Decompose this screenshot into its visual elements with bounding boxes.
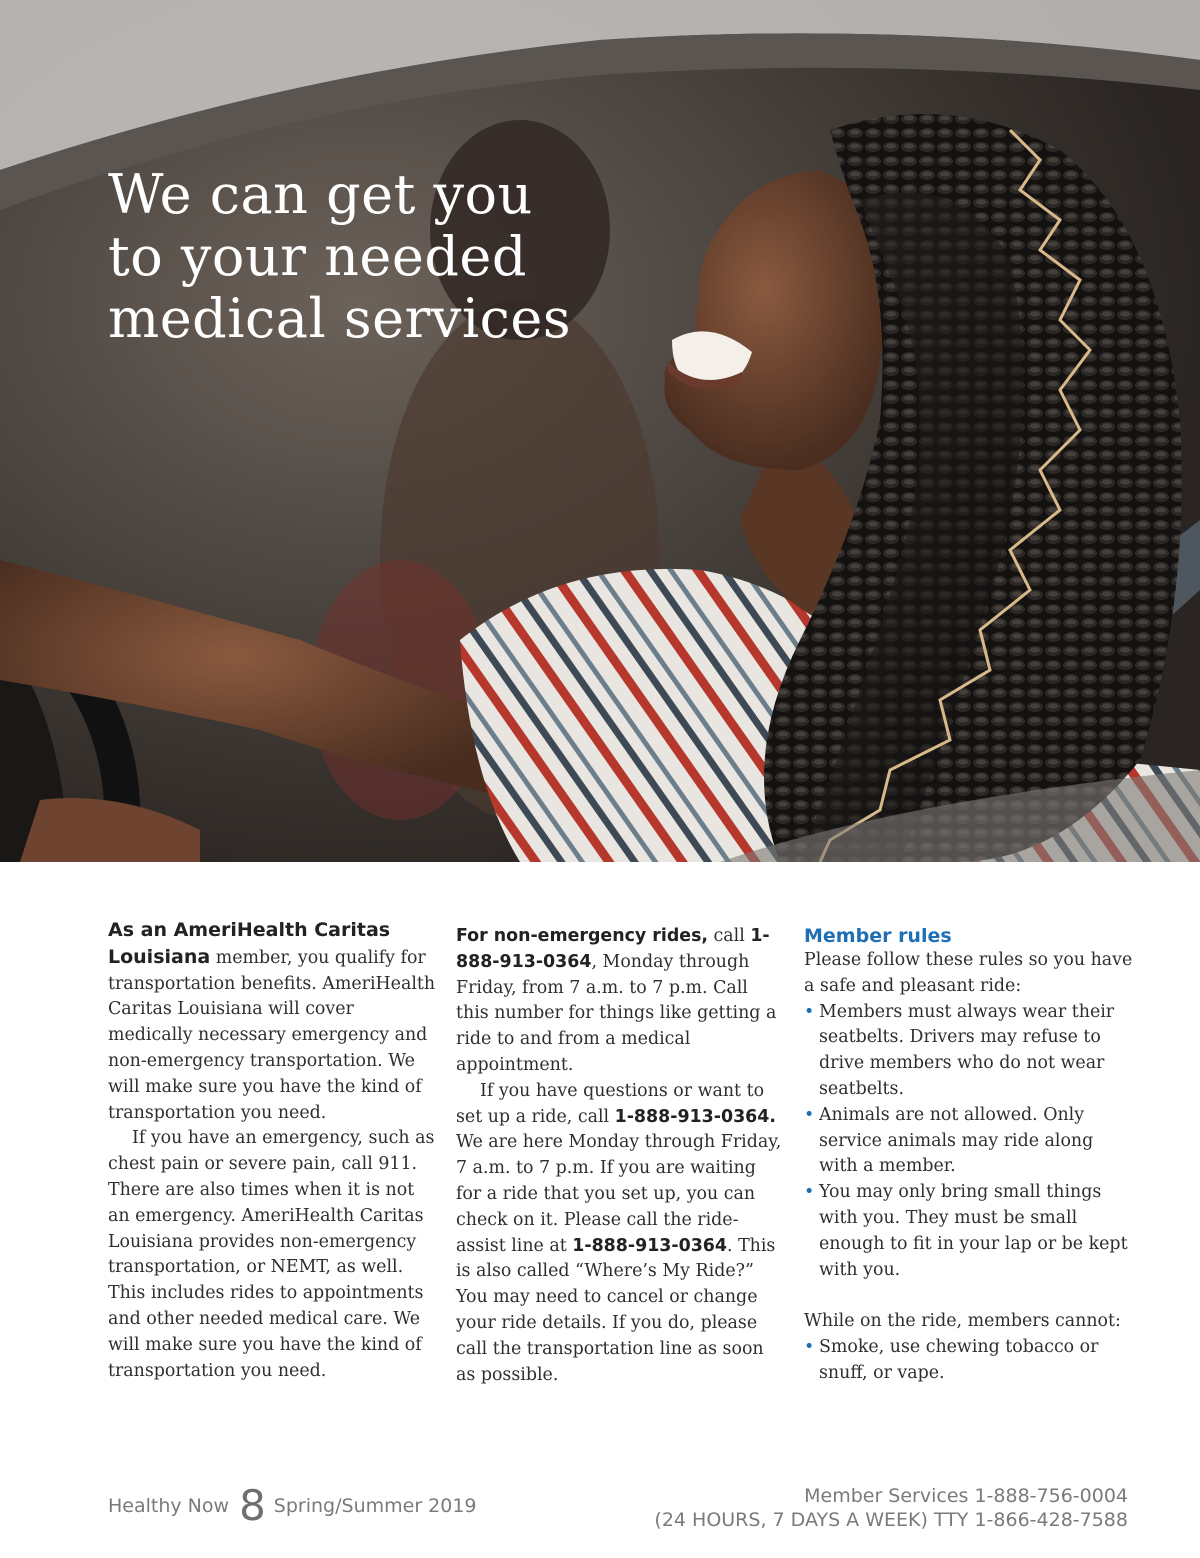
phone-number-3[interactable]: 1-888-913-0364: [572, 1235, 728, 1256]
issue-name: Spring/Summer 2019: [273, 1495, 477, 1517]
non-emergency-lead-bold: For non-emergency rides,: [456, 926, 709, 946]
column-member-rules: [804, 924, 1134, 1387]
while-on-ride-text: While on the ride, members cannot:: [804, 1311, 1121, 1332]
hero-headline: [108, 164, 668, 350]
phone-number-2[interactable]: 1-888-913-0364.: [614, 1106, 776, 1127]
emergency-paragraph: If you have an emergency, such as chest pain or severe pain, call 911. There are also times when it is not an emergency. AmeriHealth Caritas Louisiana provides non-emergency transportation, or NEMT, as well. This includes rides to appointments and other needed medical care. We will make sure you have the kind of transportation you need.: [108, 1128, 435, 1381]
questions-text-b: We are here Monday through Friday, 7 a.m. to 7 p.m. If you are waiting for a ride that you set up, you can check on it. Please call the ride-assist line at: [456, 1132, 782, 1256]
cannot-list: [804, 1335, 1134, 1387]
benefits-intro: [108, 918, 438, 1126]
phone-number-1[interactable]: 1-888-913-0364: [456, 926, 770, 972]
list-item: [804, 1103, 1134, 1180]
list-item: [804, 1000, 1134, 1103]
member-rules-heading: Member rules: [804, 925, 952, 947]
spacer: [804, 1283, 1134, 1309]
cannot-text: Smoke, use chewing tobacco or snuff, or vape.: [819, 1337, 1099, 1383]
rule-text: Members must always wear their seatbelts. Drivers may refuse to drive members who do not wear seatbelts.: [819, 1001, 1115, 1099]
bullet-icon: •: [804, 1104, 815, 1125]
benefits-lead-bold: As an AmeriHealth Caritas Louisiana: [108, 919, 391, 968]
rule-text: Animals are not allowed. Only service animals may ride along with a member.: [819, 1104, 1094, 1177]
column-non-emergency: [456, 924, 786, 1388]
bullet-icon: •: [804, 1182, 815, 1203]
list-item: [804, 1335, 1134, 1387]
rules-list: [804, 1000, 1134, 1284]
footer-publication: [108, 1482, 477, 1530]
member-services-line: Member Services 1-888-756-0004: [804, 1485, 1128, 1507]
member-rules-intro: Please follow these rules so you have a safe and pleasant ride:: [804, 950, 1133, 996]
non-emergency-call-text: call: [708, 926, 751, 946]
headline-line-2: to your needed: [108, 225, 527, 288]
bullet-icon: •: [804, 1337, 815, 1358]
hours-tty-line: (24 HOURS, 7 DAYS A WEEK) TTY 1-866-428-7588: [654, 1509, 1128, 1531]
headline-line-1: We can get you: [108, 163, 533, 226]
benefits-lead-text: member, you qualify for transportation benefits. AmeriHealth Caritas Louisiana will cover medically necessary emergency and non-emergency transportation. We will make sure you have the kind of transportation you need.: [108, 947, 436, 1123]
publication-name: Healthy Now: [108, 1495, 230, 1517]
questions-text-c: . This is also called “Where’s My Ride?” You may need to cancel or change your ride details. If you do, please call the transportation line as soon as possible.: [456, 1235, 776, 1385]
questions-paragraph: [456, 1079, 786, 1389]
footer-contact: [654, 1484, 1128, 1532]
non-emergency-intro: [456, 924, 786, 1079]
page-number: 8: [239, 1481, 266, 1530]
questions-text-a: If you have questions or want to set up a ride, call: [456, 1080, 765, 1127]
non-emergency-hours-text: , Monday through Friday, from 7 a.m. to 7 p.m. Call this number for things like getting a ride to and from a medical appointment.: [456, 951, 777, 1075]
headline-line-3: medical services: [108, 287, 572, 350]
list-item: [804, 1180, 1134, 1283]
bullet-icon: •: [804, 1001, 815, 1022]
column-benefits: [108, 918, 438, 1384]
rule-text: You may only bring small things with you. They must be small enough to fit in your lap or be kept with you.: [819, 1182, 1128, 1280]
